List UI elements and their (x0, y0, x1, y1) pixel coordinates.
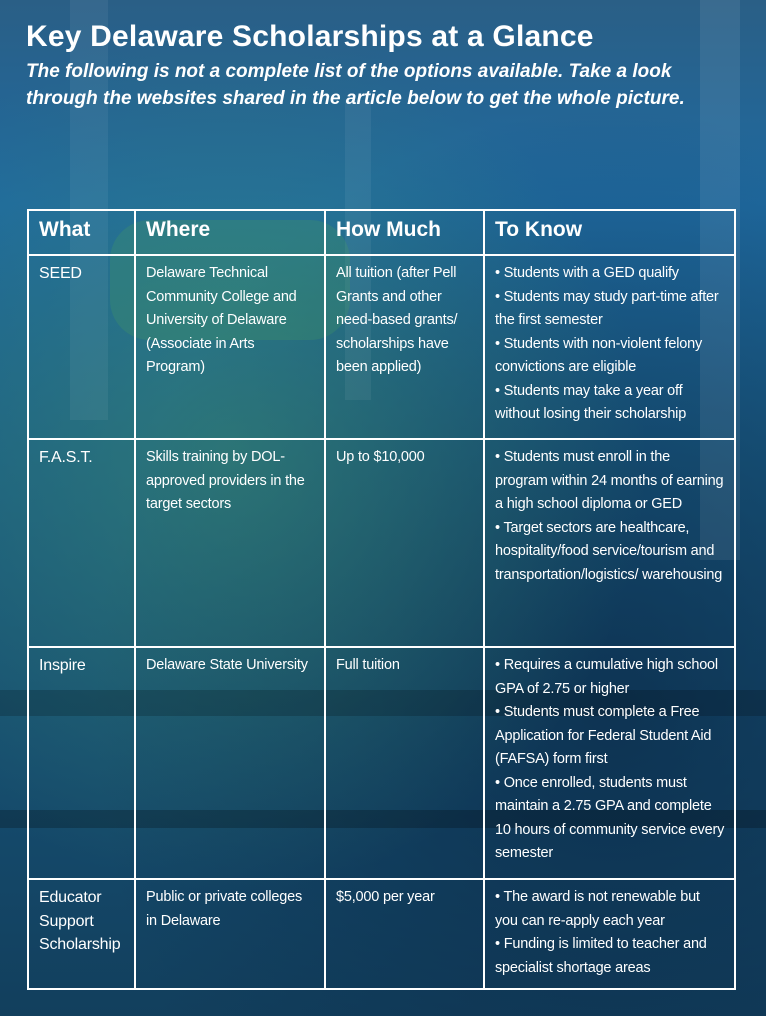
table-row (28, 255, 735, 439)
cell-what: F.A.S.T. (28, 439, 135, 647)
table-row (28, 879, 735, 989)
cell-what: Inspire (28, 647, 135, 879)
to-know-item: • Requires a cumulative high school GPA of 2.75 or higher (495, 657, 718, 697)
page-header (26, 18, 746, 112)
cell-how-much: Up to $10,000 (325, 439, 484, 647)
column-header-to-know: To Know (484, 210, 735, 255)
column-header-where: Where (135, 210, 325, 255)
cell-to-know (484, 439, 735, 647)
cell-how-much: All tuition (after Pell Grants and other need-based grants/ scholarships have been applied) (325, 255, 484, 439)
cell-where: Delaware Technical Community College and University of Delaware (Associate in Arts Program) (135, 255, 325, 439)
cell-to-know (484, 647, 735, 879)
cell-where: Skills training by DOL-approved providers in the target sectors (135, 439, 325, 647)
table-row (28, 647, 735, 879)
cell-to-know (484, 879, 735, 989)
to-know-item: • Students must enroll in the program within 24 months of earning a high school diploma or GED (495, 449, 724, 512)
to-know-item: • Students with a GED qualify (495, 265, 679, 281)
to-know-item: • The award is not renewable but you can re-apply each year (495, 889, 700, 929)
column-header-what: What (28, 210, 135, 255)
to-know-item: • Students may take a year off without losing their scholarship (495, 382, 687, 422)
to-know-item: • Students may study part-time after the first semester (495, 288, 719, 328)
table-header-row (28, 210, 735, 255)
to-know-item: • Students with non-violent felony convictions are eligible (495, 335, 703, 375)
scholarships-table (27, 209, 736, 990)
page-subtitle: The following is not a complete list of the options available. Take a look through the websites shared in the article below to get the whole picture. (26, 61, 685, 109)
cell-how-much: $5,000 per year (325, 879, 484, 989)
to-know-item: • Once enrolled, students must maintain a 2.75 GPA and complete 10 hours of community service every semester (495, 774, 725, 861)
cell-where: Public or private colleges in Delaware (135, 879, 325, 989)
cell-how-much: Full tuition (325, 647, 484, 879)
to-know-item: • Students must complete a Free Application for Federal Student Aid (FAFSA) form first (495, 704, 712, 767)
table-row (28, 439, 735, 647)
cell-what: SEED (28, 255, 135, 439)
cell-where: Delaware State University (135, 647, 325, 879)
to-know-item: • Funding is limited to teacher and specialist shortage areas (495, 936, 707, 976)
to-know-item: • Target sectors are healthcare, hospitality/food service/tourism and transportation/logistics/ warehousing (495, 519, 723, 583)
cell-what: Educator Support Scholarship (28, 879, 135, 989)
column-header-how-much: How Much (325, 210, 484, 255)
cell-to-know (484, 255, 735, 439)
page-title: Key Delaware Scholarships at a Glance (26, 20, 594, 53)
